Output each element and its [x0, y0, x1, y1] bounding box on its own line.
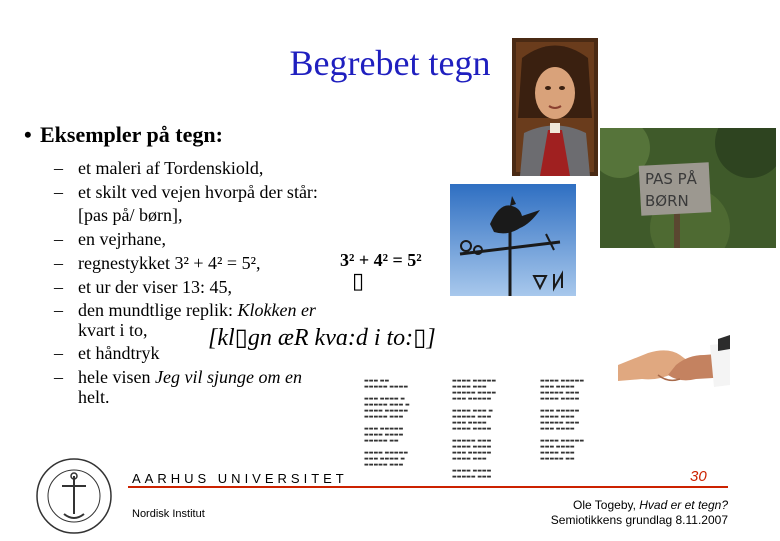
road-sign-photo [600, 128, 776, 248]
bullet-dot-icon: • [24, 122, 32, 147]
list-item: – et håndtryk [54, 343, 160, 363]
page-number: 30 [690, 468, 707, 485]
list-item: – et ur der viser 13: 45, [54, 277, 232, 297]
phonetic-transcription: [kl▯gn æR kvɑ:d i to:▯] [208, 325, 436, 351]
song-text-image: ▬▬▬ ▬▬ ▬▬▬▬▬ ▬▬▬▬ ▬▬▬ ▬▬▬▬ ▬ ▬▬▬▬▬ ▬▬▬ ▬ ▬▬▬▬ ▬▬▬▬▬ ▬▬▬▬▬ ▬▬▬ ▬▬▬ ▬▬▬▬▬ ▬▬▬▬ ▬▬▬▬ ▬▬▬▬▬ ▬▬ ▬▬▬▬ ▬▬▬▬▬ ▬▬▬ ▬▬▬▬ ▬ ▬▬▬▬▬ ▬▬▬ ▬▬▬▬ ▬▬▬▬▬ ▬▬▬▬ ▬▬▬ ▬▬▬▬▬ ▬▬▬▬ ▬▬▬ ▬▬▬▬▬ ▬▬▬▬ ▬▬▬ ▬ ▬▬▬▬▬ ▬▬▬ ▬▬▬ ▬▬▬▬ ▬▬▬▬ ▬▬▬▬ ▬▬▬▬▬ ▬▬▬ ▬▬▬▬ ▬▬▬▬ ▬▬▬ ▬▬▬▬▬ ▬▬▬▬ ▬▬▬ ▬▬▬▬ ▬▬▬▬ ▬▬▬▬▬ ▬▬▬ ▬▬▬▬ ▬▬▬▬▬ ▬▬▬ ▬▬▬▬ ▬▬▬▬▬ ▬▬▬ ▬▬▬▬ ▬▬▬▬ ▬▬▬ ▬▬▬▬▬ ▬▬▬▬ ▬▬▬ ▬▬▬▬▬ ▬▬▬ ▬▬▬ ▬▬▬▬ ▬▬▬▬ ▬▬▬▬▬ ▬▬▬ ▬▬▬▬ ▬▬▬▬ ▬▬▬ ▬▬▬▬▬ ▬▬ [364, 378, 585, 480]
formula-image: 3² + 4² = 5² [340, 250, 422, 270]
list-item: – hele visen Jeg vil sjunge om en [54, 367, 302, 387]
university-name: AARHUS UNIVERSITET [132, 471, 348, 486]
list-item: – en vejrhane, [54, 229, 166, 249]
sign-text-bottom: BØRN [645, 192, 689, 210]
clock-symbol: ▯ [352, 268, 365, 293]
university-seal-logo [34, 456, 114, 536]
slide-title: Begrebet tegn [289, 43, 491, 83]
handshake-photo [618, 325, 730, 403]
list-item-continued: [pas på/ børn], [78, 205, 183, 225]
bullet-heading [24, 122, 223, 148]
list-item-continued: helt. [78, 387, 110, 407]
sign-text-top: PAS PÅ [645, 170, 697, 188]
weathervane-photo [450, 184, 576, 296]
footer-rule [128, 486, 728, 488]
institute-name: Nordisk Institut [132, 508, 205, 520]
list-item: – den mundtlige replik: Klokken er [54, 300, 316, 320]
list-item: – et skilt ved vejen hvorpå der står: [54, 182, 318, 202]
author-credit: Ole Togeby, Hvad er et tegn? Semiotikkens grundlag 8.11.2007 [550, 498, 728, 527]
bullet-heading-text: Eksempler på tegn: [40, 122, 223, 147]
portrait-image [512, 38, 598, 176]
list-item-continued: kvart i to, [78, 320, 148, 340]
list-item: – regnestykket 3² + 4² = 5², [54, 253, 261, 273]
list-item: – et maleri af Tordenskiold, [54, 158, 264, 178]
